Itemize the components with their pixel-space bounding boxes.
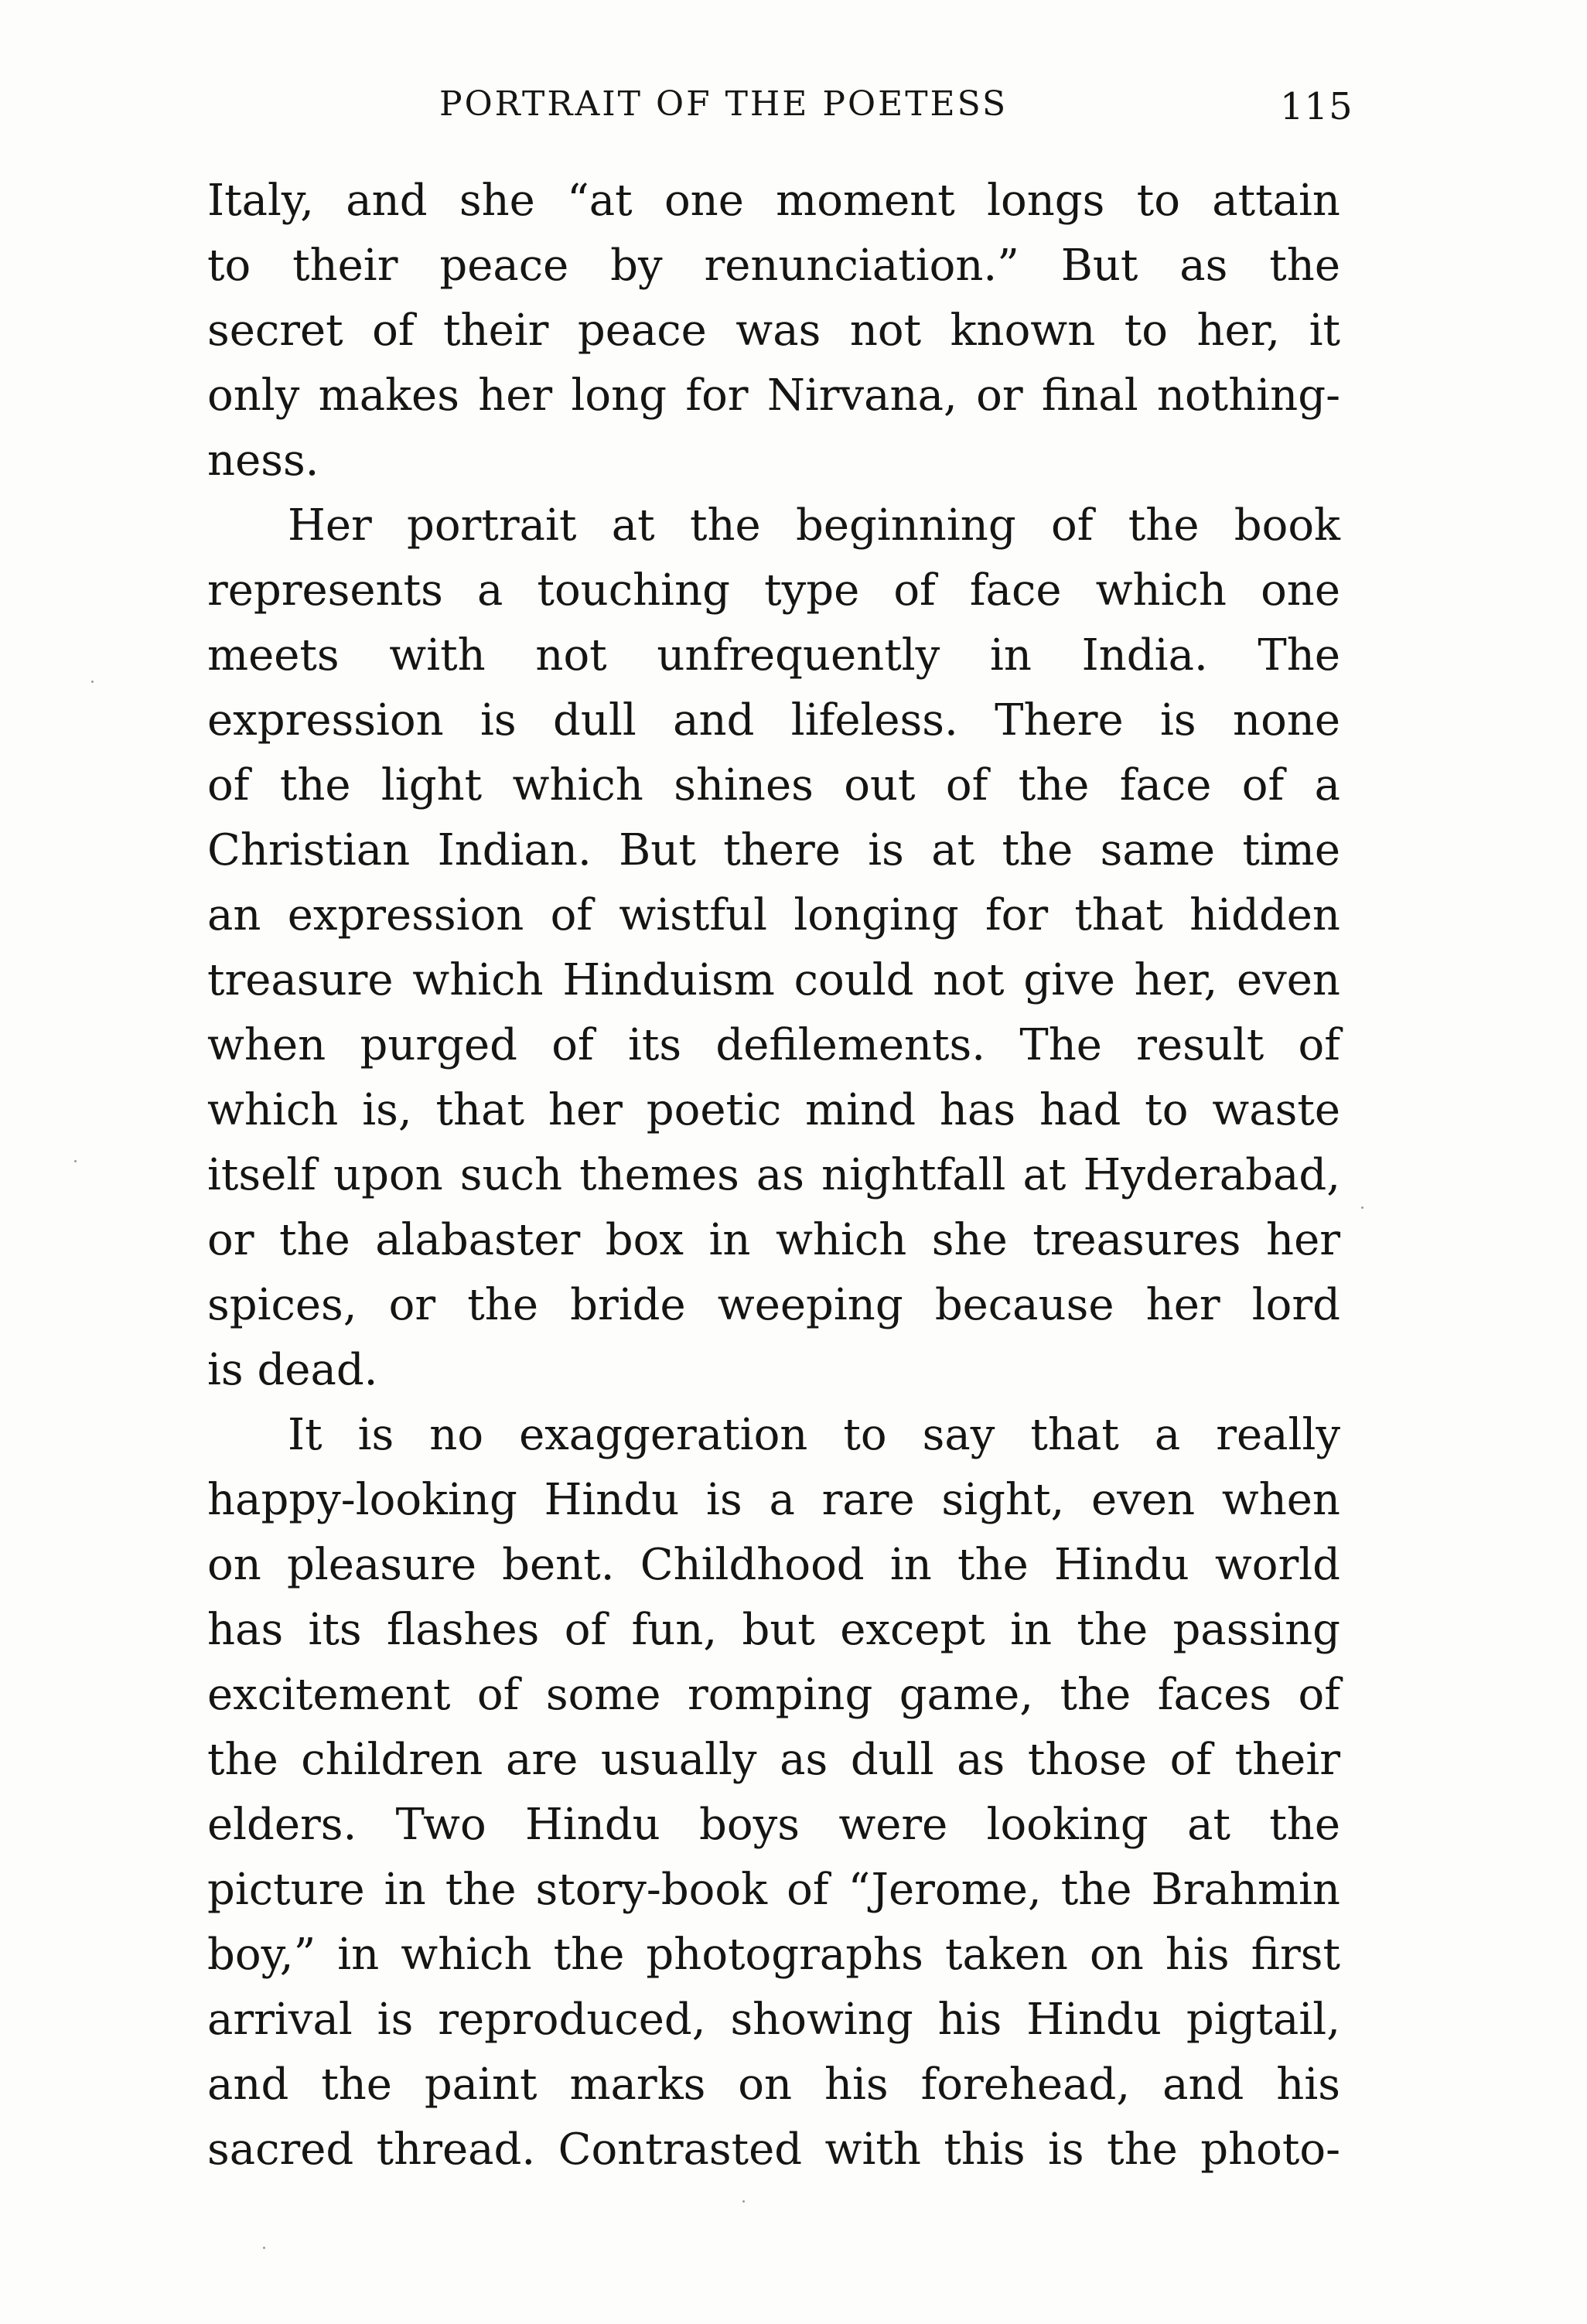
paper-speck bbox=[1361, 1206, 1363, 1209]
text-line-26: elders. Two Hindu boys were looking at the bbox=[207, 1800, 1340, 1850]
text-line-22: on pleasure bent. Childhood in the Hindu world bbox=[207, 1540, 1340, 1590]
text-line-27: picture in the story-book of “Jerome, the Brahmin bbox=[207, 1865, 1340, 1915]
text-line-23: has its flashes of fun, but except in the passing bbox=[207, 1605, 1340, 1655]
paper-speck bbox=[263, 2247, 265, 2249]
text-line-2: to their peace by renunciation.” But as the bbox=[207, 241, 1340, 291]
text-line-24: excitement of some romping game, the faces of bbox=[207, 1670, 1340, 1720]
paper-speck bbox=[742, 2200, 745, 2203]
text-line-10: of the light which shines out of the face of a bbox=[207, 760, 1340, 810]
text-line-19: is dead. bbox=[207, 1345, 378, 1395]
paper-speck bbox=[91, 681, 94, 683]
text-line-30: and the paint marks on his forehead, and his bbox=[207, 2060, 1340, 2110]
text-line-13: treasure which Hinduism could not give her, even bbox=[207, 955, 1340, 1005]
text-line-25: the children are usually as dull as those of their bbox=[207, 1735, 1340, 1785]
text-line-5: ness. bbox=[207, 435, 319, 486]
running-head-title: PORTRAIT OF THE POETESS bbox=[439, 84, 1009, 124]
text-line-7: represents a touching type of face which one bbox=[207, 565, 1340, 616]
text-line-16: itself upon such themes as nightfall at Hyderabad, bbox=[207, 1150, 1340, 1200]
text-line-8: meets with not unfrequently in India. The bbox=[207, 630, 1340, 681]
text-line-9: expression is dull and lifeless. There is none bbox=[207, 695, 1340, 746]
text-line-3: secret of their peace was not known to her, it bbox=[207, 305, 1340, 356]
text-line-28: boy,” in which the photographs taken on his first bbox=[207, 1930, 1340, 1980]
text-line-18: spices, or the bride weeping because her lord bbox=[207, 1280, 1340, 1330]
paper-speck bbox=[74, 1160, 77, 1162]
paragraph-start-line: It is no exaggeration to say that a really bbox=[288, 1410, 1340, 1460]
text-line-15: which is, that her poetic mind has had to waste bbox=[207, 1085, 1340, 1135]
text-line-31: sacred thread. Contrasted with this is the photo- bbox=[207, 2124, 1340, 2175]
text-line-1: Italy, and she “at one moment longs to attain bbox=[207, 176, 1340, 226]
paragraph-start-line: Her portrait at the beginning of the book bbox=[288, 500, 1340, 551]
text-line-17: or the alabaster box in which she treasures her bbox=[207, 1215, 1340, 1265]
text-line-12: an expression of wistful longing for that hidden bbox=[207, 890, 1340, 940]
text-line-14: when purged of its defilements. The result of bbox=[207, 1020, 1340, 1070]
page-number: 115 bbox=[1280, 85, 1353, 128]
text-line-11: Christian Indian. But there is at the same time bbox=[207, 825, 1340, 875]
text-line-21: happy-looking Hindu is a rare sight, even when bbox=[207, 1475, 1340, 1525]
text-line-4: only makes her long for Nirvana, or final nothing- bbox=[207, 370, 1340, 421]
text-line-29: arrival is reproduced, showing his Hindu pigtail, bbox=[207, 1995, 1340, 2045]
